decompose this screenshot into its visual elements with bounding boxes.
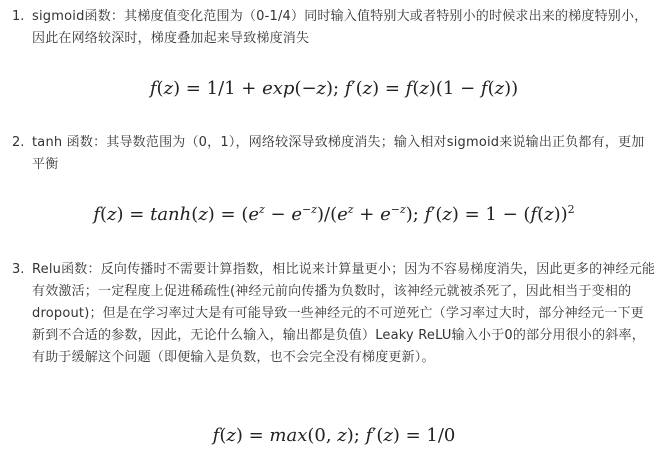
list-item-relu <box>12 259 657 369</box>
formula-relu: f(z) = max(0, z); f′(z) = 1/0 <box>212 425 456 446</box>
list-item-text: tanh 函数：其导数范围为（0，1），网络较深导致梯度消失；输入相对sigmoid来说输出正负都有，更加平衡 <box>32 135 645 172</box>
list-item-sigmoid <box>12 6 657 50</box>
list-item-text: Relu函数：反向传播时不需要计算指数，相比说来计算量更小；因为不容易梯度消失，因此更多的神经元能有效激活；一定程度上促进稀疏性(神经元前向传播为负数时，该神经元就被杀死了，因此相当于变相的dropout)；但是在学习率过大是有可能导致一些神经元的不可逆死亡（学习率过大时，部分神经元一下更新到不合适的参数，因此，无论什么输入，输出都是负值）Leaky ReLU输入小于0的部分用很小的斜率，有助于缓解这个问题（即便输入是负数，也不会完全没有梯度更新）。 <box>32 262 656 365</box>
list-number: 2. <box>12 135 25 150</box>
list-number: 3. <box>12 262 25 277</box>
formula-sigmoid: f(z) = 1/1 + exp(−z); f′(z) = f(z)(1 − f(z)) <box>149 78 519 99</box>
list-item-text: sigmoid函数：其梯度值变化范围为（0-1/4）同时输入值特别大或者特别小的时候求出来的梯度特别小，因此在网络较深时，梯度叠加起来导致梯度消失 <box>32 9 648 46</box>
formula-tanh: $f(z) = \tanh(z) = (e^z - e^{-z})/(e^z + e^{-z})$; $f'(z) = 1 - (f(z))^2$ <box>93 203 575 225</box>
list-item-tanh <box>12 132 657 176</box>
list-number: 1. <box>12 9 25 24</box>
